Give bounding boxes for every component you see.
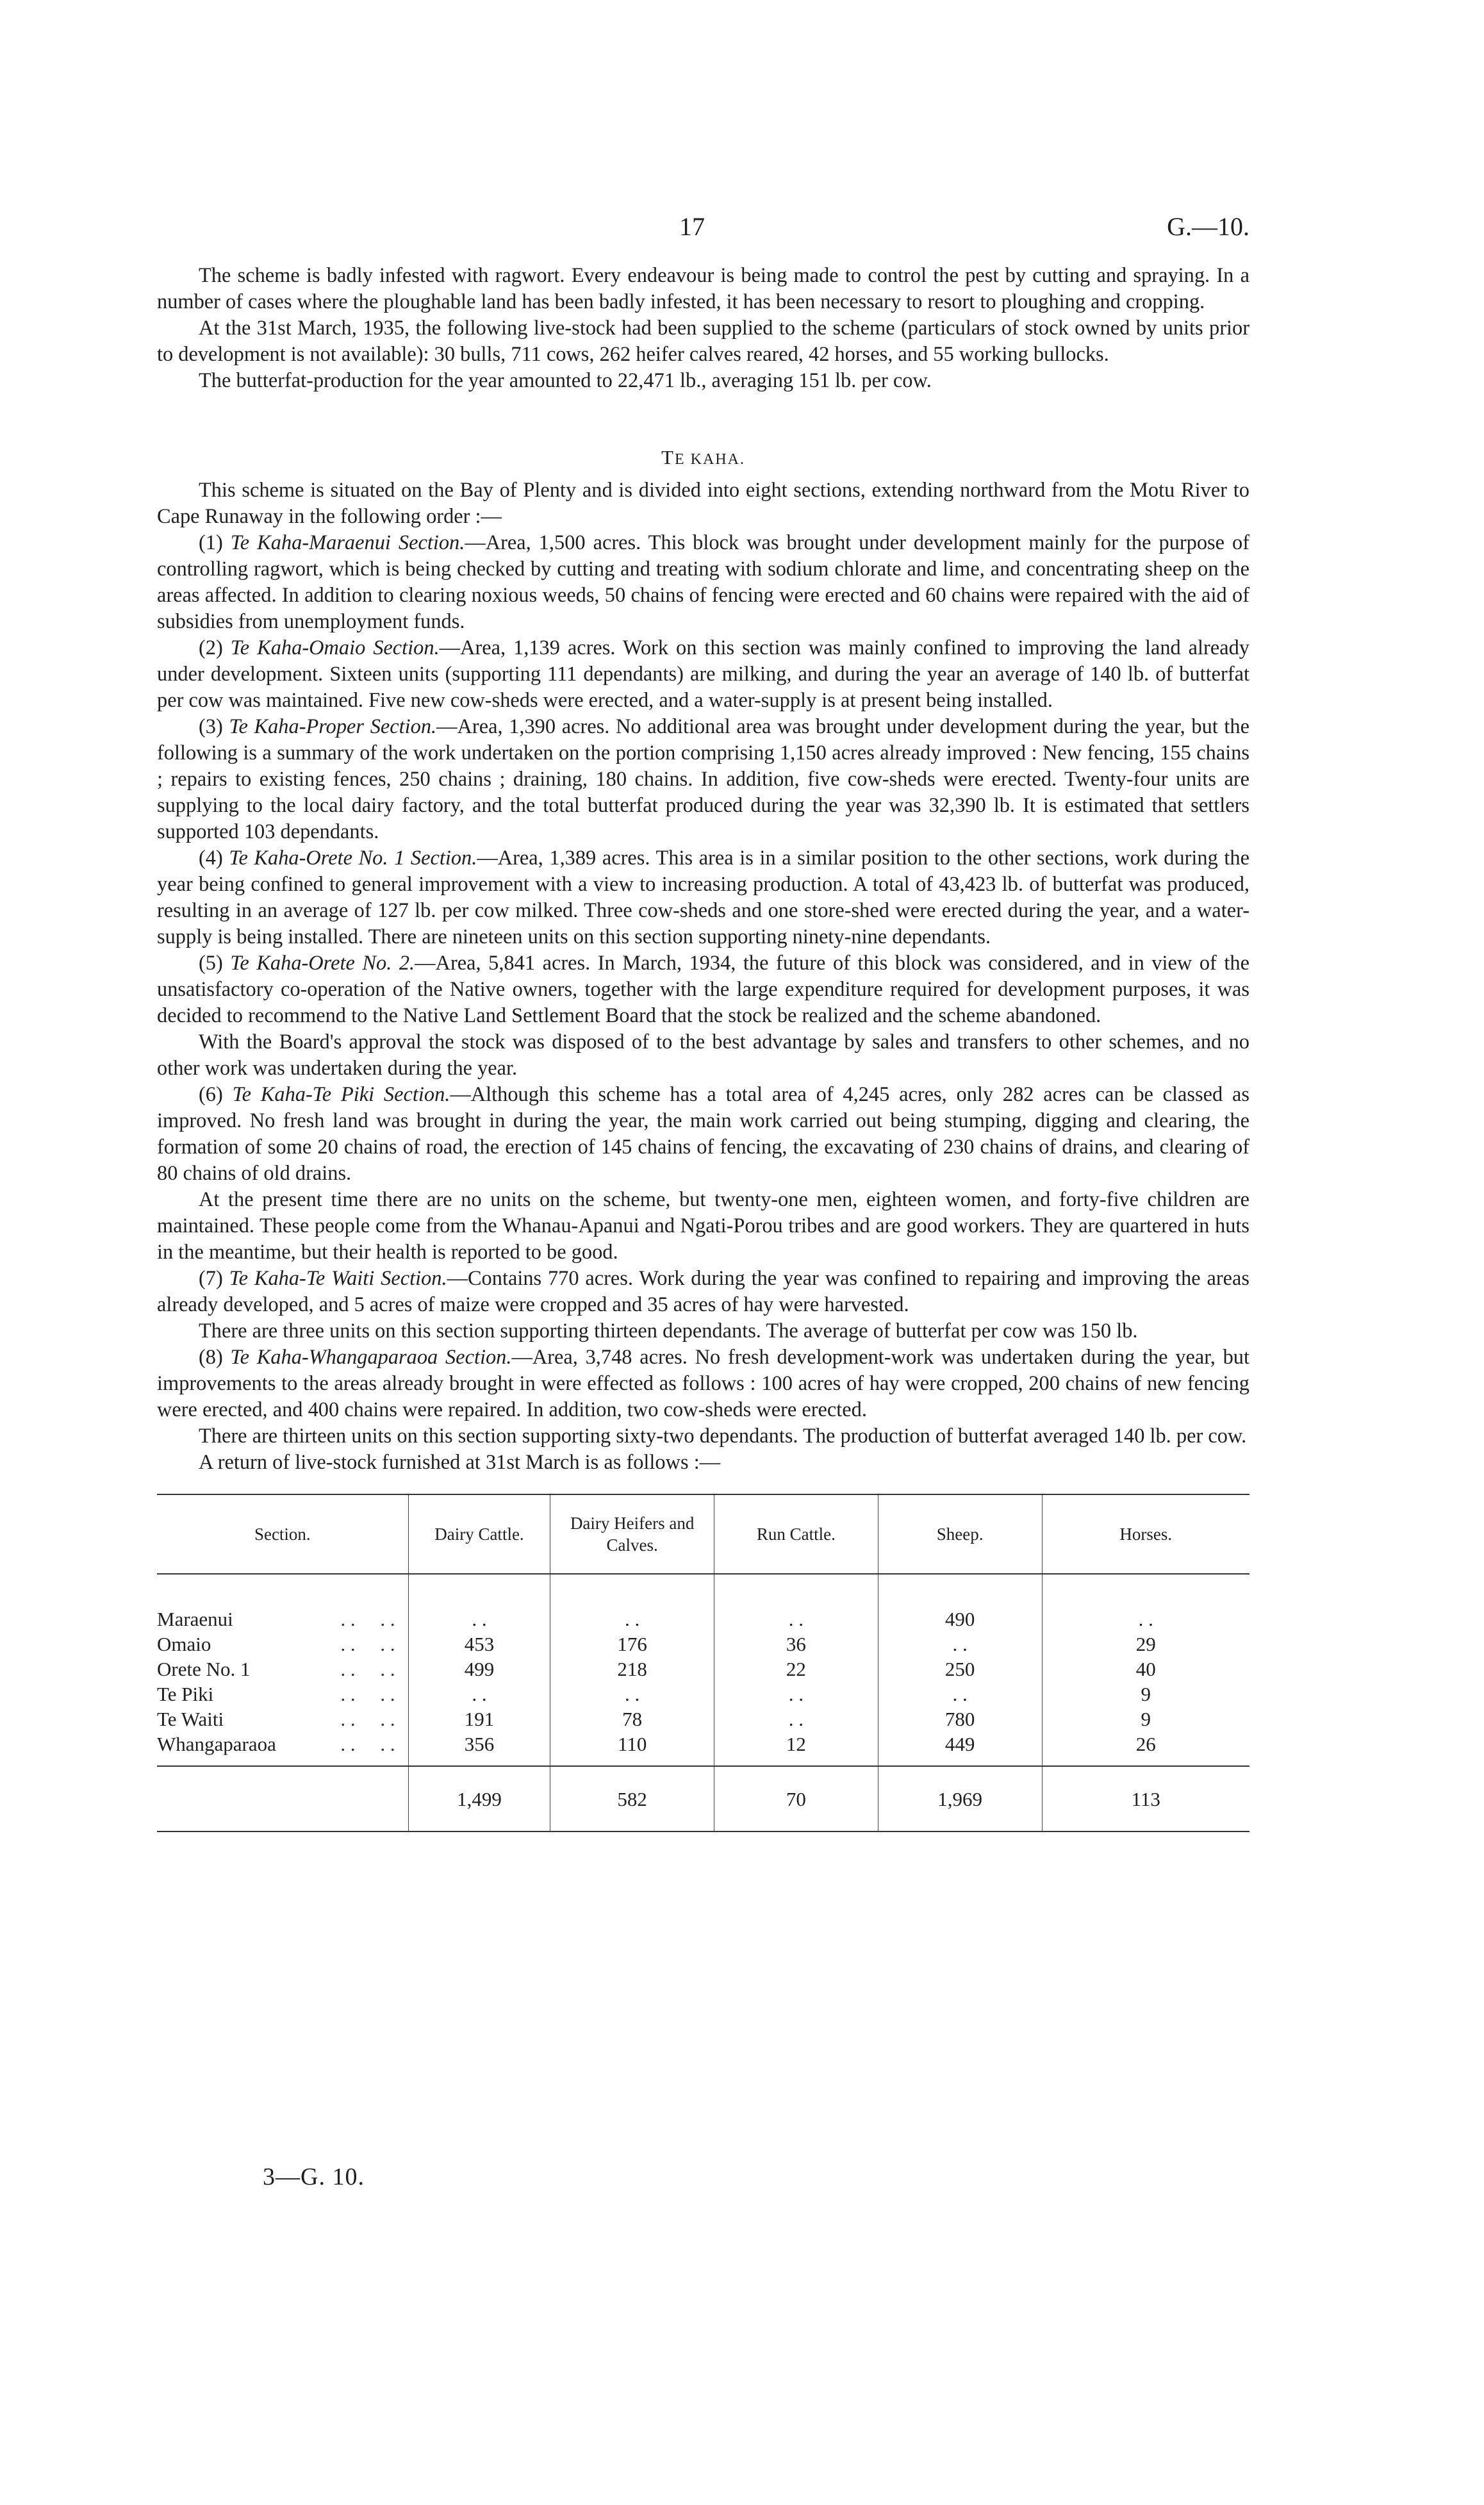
spacer-cell <box>878 1574 1042 1607</box>
section-paragraph <box>157 635 1249 714</box>
table-row <box>157 1682 1249 1707</box>
cell-section <box>157 1732 408 1757</box>
section-paragraph <box>157 1344 1249 1423</box>
table-spacer-row <box>157 1574 1249 1607</box>
spacer-cell <box>550 1574 714 1607</box>
table-totals-row <box>157 1766 1249 1831</box>
cell-sheep: . . <box>878 1632 1042 1657</box>
spacer-cell <box>408 1757 550 1766</box>
cell-dairy: 191 <box>408 1707 550 1732</box>
section-number: (3) <box>199 715 223 738</box>
cell-sheep: 490 <box>878 1607 1042 1632</box>
col-header-sheep: Sheep. <box>878 1494 1042 1574</box>
document-reference: G.—10. <box>1167 212 1249 241</box>
page-header <box>157 211 1249 250</box>
cell-horses: 26 <box>1042 1732 1249 1757</box>
section-body: —Although this scheme has a total area of 4,245 acres, only 282 acres can be classed as improved. No fresh land was brought in during the year, the main work carried out being stumping, digging and clearing, the formation of some 20 chains of road, the erection of 145 chains of fencing, the excavating of 230 chains of drains, and clearing of 80 chains of old drains. <box>157 1083 1249 1185</box>
section-paragraph <box>157 1029 1249 1082</box>
section-body: There are thirteen units on this section supporting sixty-two dependants. The production of butterfat averaged 140 lb. per cow. <box>199 1425 1247 1448</box>
col-header-run-cattle: Run Cattle. <box>714 1494 878 1574</box>
section-number: (8) <box>199 1346 223 1369</box>
cell-dairy: . . <box>408 1682 550 1707</box>
section-number: (1) <box>199 531 223 554</box>
heading-rest: E KAHA. <box>674 451 745 468</box>
paragraph: The scheme is badly infested with ragwort. Every endeavour is being made to control the pest by cutting and spraying. In a number of cases where the ploughable land has been badly infested, it has been necessary to resort to ploughing and cropping. <box>157 264 1249 313</box>
section-name: Whangaparaoa <box>157 1733 276 1755</box>
section-paragraph <box>157 950 1249 1029</box>
cell-run: 22 <box>714 1657 878 1682</box>
cell-horses: . . <box>1042 1607 1249 1632</box>
totals-label-cell <box>157 1766 408 1831</box>
cell-section <box>157 1657 408 1682</box>
cell-heifers: 110 <box>550 1732 714 1757</box>
section-number: (5) <box>199 952 223 975</box>
section-paragraph <box>157 1187 1249 1266</box>
section-name: Maraenui <box>157 1608 233 1630</box>
heading-initial: T <box>661 446 675 468</box>
page-footer: 3—G. 10. <box>263 2163 365 2190</box>
section-paragraph <box>157 714 1249 845</box>
leader-dots: . . . . <box>340 1608 395 1630</box>
leader-dots: . . . . <box>340 1658 395 1680</box>
section-paragraph <box>157 1082 1249 1187</box>
section-name: Te Piki <box>157 1683 214 1705</box>
paragraph: At the 31st March, 1935, the following live-stock had been supplied to the scheme (particulars of stock owned by units prior to development is not available): 30 bulls, 711 cows, 262 heifer calves reared, 42 horses, and 55 working bullocks. <box>157 317 1249 366</box>
cell-heifers: 78 <box>550 1707 714 1732</box>
section-name: Te Waiti <box>157 1708 224 1730</box>
paragraph: The butterfat-production for the year amounted to 22,471 lb., averaging 151 lb. per cow. <box>199 369 932 392</box>
table-header-row <box>157 1494 1249 1574</box>
table-spacer-row <box>157 1757 1249 1766</box>
table-row <box>157 1632 1249 1657</box>
section-title: Te Kaha-Orete No. 1 Section. <box>229 847 477 870</box>
spacer-cell <box>550 1757 714 1766</box>
col-header-horses: Horses. <box>1042 1494 1249 1574</box>
cell-horses: 40 <box>1042 1657 1249 1682</box>
cell-section <box>157 1607 408 1632</box>
section-body: A return of live-stock furnished at 31st March is as follows :— <box>199 1451 721 1474</box>
leader-dots: . . . . <box>340 1633 395 1655</box>
cell-sheep: 250 <box>878 1657 1042 1682</box>
cell-sheep: 449 <box>878 1732 1042 1757</box>
cell-dairy: . . <box>408 1607 550 1632</box>
cell-sheep: 780 <box>878 1707 1042 1732</box>
cell-heifers: . . <box>550 1682 714 1707</box>
cell-horses: 9 <box>1042 1707 1249 1732</box>
spacer-cell <box>878 1757 1042 1766</box>
spacer-cell <box>1042 1757 1249 1766</box>
table-row <box>157 1732 1249 1757</box>
table-body <box>157 1574 1249 1831</box>
section-paragraph <box>157 1266 1249 1318</box>
cell-sheep: . . <box>878 1682 1042 1707</box>
leader-dots: . . . . <box>340 1733 395 1755</box>
section-body: —Area, 3,748 acres. No fresh development-work was undertaken during the year, but improvements to the areas already brought in were effected as follows : 100 acres of hay were cropped, 200 chains of new fencing were erected, and 400 chains were repaired. In addition, two cow-sheds were erected. <box>157 1346 1249 1421</box>
section-body: —Area, 1,389 acres. This area is in a similar position to the other sections, work during the year being confined to general improvement with a view to increasing production. A total of 43,423 lb. of butterfat was produced, resulting in an average of 127 lb. per cow milked. Three cow-sheds and one store-shed were erected during the year, and a water-supply is being installed. There are nineteen units on this section supporting ninety-nine dependants. <box>157 847 1250 948</box>
cell-heifers: 176 <box>550 1632 714 1657</box>
spacer-cell <box>157 1757 408 1766</box>
cell-run: . . <box>714 1707 878 1732</box>
total-run: 70 <box>714 1766 878 1831</box>
cell-heifers: 218 <box>550 1657 714 1682</box>
section-number: (2) <box>199 636 223 659</box>
sections-list <box>157 530 1249 1476</box>
spacer-cell <box>714 1574 878 1607</box>
section-name: Orete No. 1 <box>157 1658 251 1680</box>
scheme-intro: This scheme is situated on the Bay of Plenty and is divided into eight sections, extending northward from the Motu River to Cape Runaway in the following order :— <box>157 479 1249 528</box>
document-page <box>157 211 1249 1832</box>
section-paragraph <box>157 530 1249 635</box>
section-body: —Area, 1,139 acres. Work on this section was mainly confined to improving the land already under development. Sixteen units (supporting 111 dependants) are milking, and during the year an average of 140 lb. of butterfat per cow was maintained. Five new cow-sheds were erected, and a water-supply is at present being installed. <box>157 636 1249 712</box>
section-body: —Area, 1,390 acres. No additional area was brought under development during the year, but the following is a summary of the work undertaken on the portion comprising 1,150 acres already improved : New fencing, 155 chains ; repairs to existing fences, 250 chains ; draining, 180 chains. In addition, five cow-sheds were erected. Twenty-four units are supplying to the local dairy factory, and the total butterfat produced during the year was 32,390 lb. It is estimated that settlers supported 103 dependants. <box>157 715 1249 843</box>
leader-dots: . . . . <box>340 1683 395 1705</box>
spacer-cell <box>714 1757 878 1766</box>
section-heading <box>157 444 1249 471</box>
section-number: (7) <box>199 1267 223 1290</box>
section-body: —Contains 770 acres. Work during the year was confined to repairing and improving the areas already developed, and 5 acres of maize were cropped and 35 acres of hay were harvested. <box>157 1267 1249 1316</box>
cell-run: 36 <box>714 1632 878 1657</box>
cell-horses: 9 <box>1042 1682 1249 1707</box>
section-paragraph <box>157 1318 1249 1344</box>
cell-run: . . <box>714 1607 878 1632</box>
cell-horses: 29 <box>1042 1632 1249 1657</box>
leader-dots: . . . . <box>340 1708 395 1730</box>
section-number: (4) <box>199 847 223 870</box>
cell-dairy: 356 <box>408 1732 550 1757</box>
spacer-cell <box>408 1574 550 1607</box>
cell-run: . . <box>714 1682 878 1707</box>
section-title: Te Kaha-Maraenui Section. <box>230 531 465 554</box>
total-dairy: 1,499 <box>408 1766 550 1831</box>
section-title: Te Kaha-Whangaparaoa Section. <box>230 1346 512 1369</box>
section-body: With the Board's approval the stock was disposed of to the best advantage by sales and transfers to other schemes, and no other work was undertaken during the year. <box>157 1030 1249 1080</box>
section-number: (6) <box>199 1083 223 1106</box>
section-title: Te Kaha-Omaio Section. <box>230 636 440 659</box>
table-row <box>157 1657 1249 1682</box>
table-row <box>157 1607 1249 1632</box>
section-paragraph <box>157 1423 1249 1450</box>
section-body: There are three units on this section supporting thirteen dependants. The average of butterfat per cow was 150 lb. <box>199 1319 1138 1343</box>
cell-section <box>157 1632 408 1657</box>
section-paragraph <box>157 1450 1249 1476</box>
section-name: Omaio <box>157 1633 211 1655</box>
cell-run: 12 <box>714 1732 878 1757</box>
section-body: —Area, 1,500 acres. This block was brought under development mainly for the purpose of controlling ragwort, which is being checked by cutting and treating with sodium chlorate and lime, and concentrating sheep on the areas affected. In addition to clearing noxious weeds, 50 chains of fencing were erected and 60 chains were repaired with the aid of subsidies from unemployment funds. <box>157 531 1249 633</box>
spacer-cell <box>1042 1574 1249 1607</box>
intro-block <box>157 263 1249 394</box>
cell-section <box>157 1682 408 1707</box>
col-header-dairy-cattle: Dairy Cattle. <box>408 1494 550 1574</box>
section-title: Te Kaha-Orete No. 2. <box>230 952 415 975</box>
cell-section <box>157 1707 408 1732</box>
page-number: 17 <box>679 212 705 241</box>
spacer-cell <box>157 1574 408 1607</box>
col-header-dairy-heifers: Dairy Heifers and Calves. <box>550 1494 714 1574</box>
table-row <box>157 1707 1249 1732</box>
livestock-table <box>157 1494 1249 1832</box>
section-title: Te Kaha-Te Waiti Section. <box>229 1267 447 1290</box>
cell-dairy: 453 <box>408 1632 550 1657</box>
col-header-section: Section. <box>157 1494 408 1574</box>
section-paragraph <box>157 845 1249 950</box>
cell-dairy: 499 <box>408 1657 550 1682</box>
section-body: At the present time there are no units on the scheme, but twenty-one men, eighteen women, and forty-five children are maintained. These people come from the Whanau-Apanui and Ngati-Porou tribes and are good workers. They are quartered in huts in the meantime, but their health is reported to be good. <box>157 1188 1249 1264</box>
cell-heifers: . . <box>550 1607 714 1632</box>
total-sheep: 1,969 <box>878 1766 1042 1831</box>
total-heifers: 582 <box>550 1766 714 1831</box>
total-horses: 113 <box>1042 1766 1249 1831</box>
section-body: —Area, 5,841 acres. In March, 1934, the future of this block was considered, and in view of the unsatisfactory co-operation of the Native owners, together with the large expenditure required for development purposes, it was decided to recommend to the Native Land Settlement Board that the stock be realized and the scheme abandoned. <box>157 952 1249 1027</box>
section-title: Te Kaha-Te Piki Section. <box>232 1083 450 1106</box>
section-title: Te Kaha-Proper Section. <box>229 715 437 738</box>
